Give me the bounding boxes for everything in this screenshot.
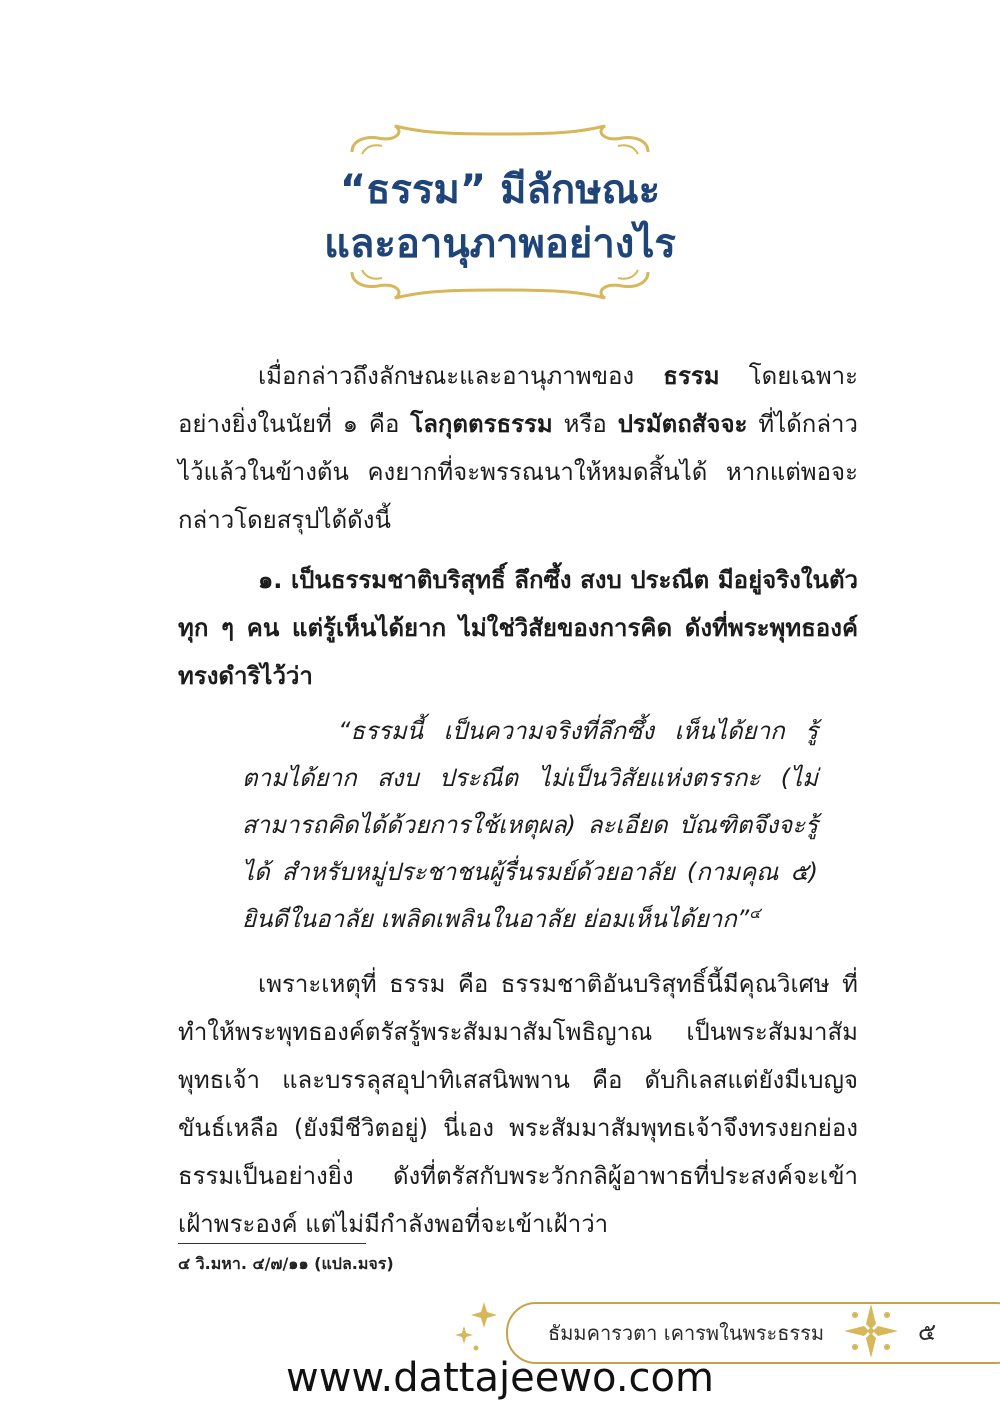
title-block xyxy=(0,112,1000,312)
intro-bold-1: ธรรม xyxy=(663,362,720,390)
footnote-divider xyxy=(178,1243,366,1244)
book-title: ธัมมคารวตา เคารพในพระธรรม xyxy=(548,1321,825,1345)
page-title-line2: และอานุภาพอย่างไร xyxy=(324,221,676,267)
buddha-quote xyxy=(242,708,818,943)
intro-bold-2: โลกุตตรธรรม xyxy=(410,410,553,438)
footnote: ๔ วิ.มหา. ๔/๗/๑๑ (แปล.มจร) xyxy=(178,1254,394,1273)
gold-sparkle-ornament-icon xyxy=(448,1300,504,1356)
intro-text-1: เมื่อกล่าวถึงลักษณะและอานุภาพของ xyxy=(258,362,664,390)
second-paragraph-text: เพราะเหตุที่ ธรรม คือ ธรรมชาติอันบริสุทธิ์นี้มีคุณวิเศษ ที่ทำให้พระพุทธองค์ตรัสรู้พระสัมมาสัมโพธิญาณ เป็นพระสัมมาสัมพุทธเจ้า และบรรลุสอุปาทิเสสนิพพาน คือ ดับกิเลสแต่ยังมีเบญจขันธ์เหลือ (ยังมีชีวิตอยู่) นี่เอง พระสัมมาสัมพุทธเจ้าจึงทรงยกย่องธรรมเป็นอย่างยิ่ง ดังที่ตรัสกับพระวักกลิผู้อาพาธที่ประสงค์จะเข้าเฝ้าพระองค์ แต่ไม่มีกำลังพอที่จะเข้าเฝ้าว่า xyxy=(178,970,858,1238)
quote-footnote-ref: ๔ xyxy=(749,904,761,922)
intro-text-4: ที่ได้กล่าวไว้แล้วในข้างต้น คงยากที่จะพรรณนาให้หมดสิ้นได้ หากแต่พอจะกล่าวโดยสรุปได้ดังนี้ xyxy=(178,410,858,534)
intro-paragraph xyxy=(178,352,858,544)
point-1-paragraph xyxy=(178,556,858,700)
page-title-line1: “ธรรม” มีลักษณะ xyxy=(339,167,661,213)
second-paragraph xyxy=(178,960,858,1248)
point-1-text: ๑. เป็นธรรมชาติบริสุทธิ์ ลึกซึ้ง สงบ ประณีต มีอยู่จริงในตัวทุก ๆ คน แต่รู้เห็นได้ยาก ไม่ใช่วิสัยของการคิด ดังที่พระพุทธองค์ทรงดำริไว้ว่า xyxy=(178,566,858,690)
quote-text: “ธรรมนี้ เป็นความจริงที่ลึกซึ้ง เห็นได้ยาก รู้ตามได้ยาก สงบ ประณีต ไม่เป็นวิสัยแห่งตรรกะ (ไม่สามารถคิดได้ด้วยการใช้เหตุผล) ละเอียด บัณฑิตจึงจะรู้ได้ สำหรับหมู่ประชาชนผู้รื่นรมย์ด้วยอาลัย (กามคุณ ๕) ยินดีในอาลัย เพลิดเพลินในอาลัย ย่อมเห็นได้ยาก” xyxy=(242,717,818,933)
intro-text-2: โดยเฉพาะอย่างยิ่งในนัยที่ ๑ คือ xyxy=(178,362,858,438)
website-url: www.dattajeewo.com xyxy=(286,1355,714,1401)
page-number: ๕ xyxy=(918,1318,937,1346)
intro-bold-3: ปรมัตถสัจจะ xyxy=(617,410,748,438)
intro-text-3: หรือ xyxy=(552,410,618,438)
